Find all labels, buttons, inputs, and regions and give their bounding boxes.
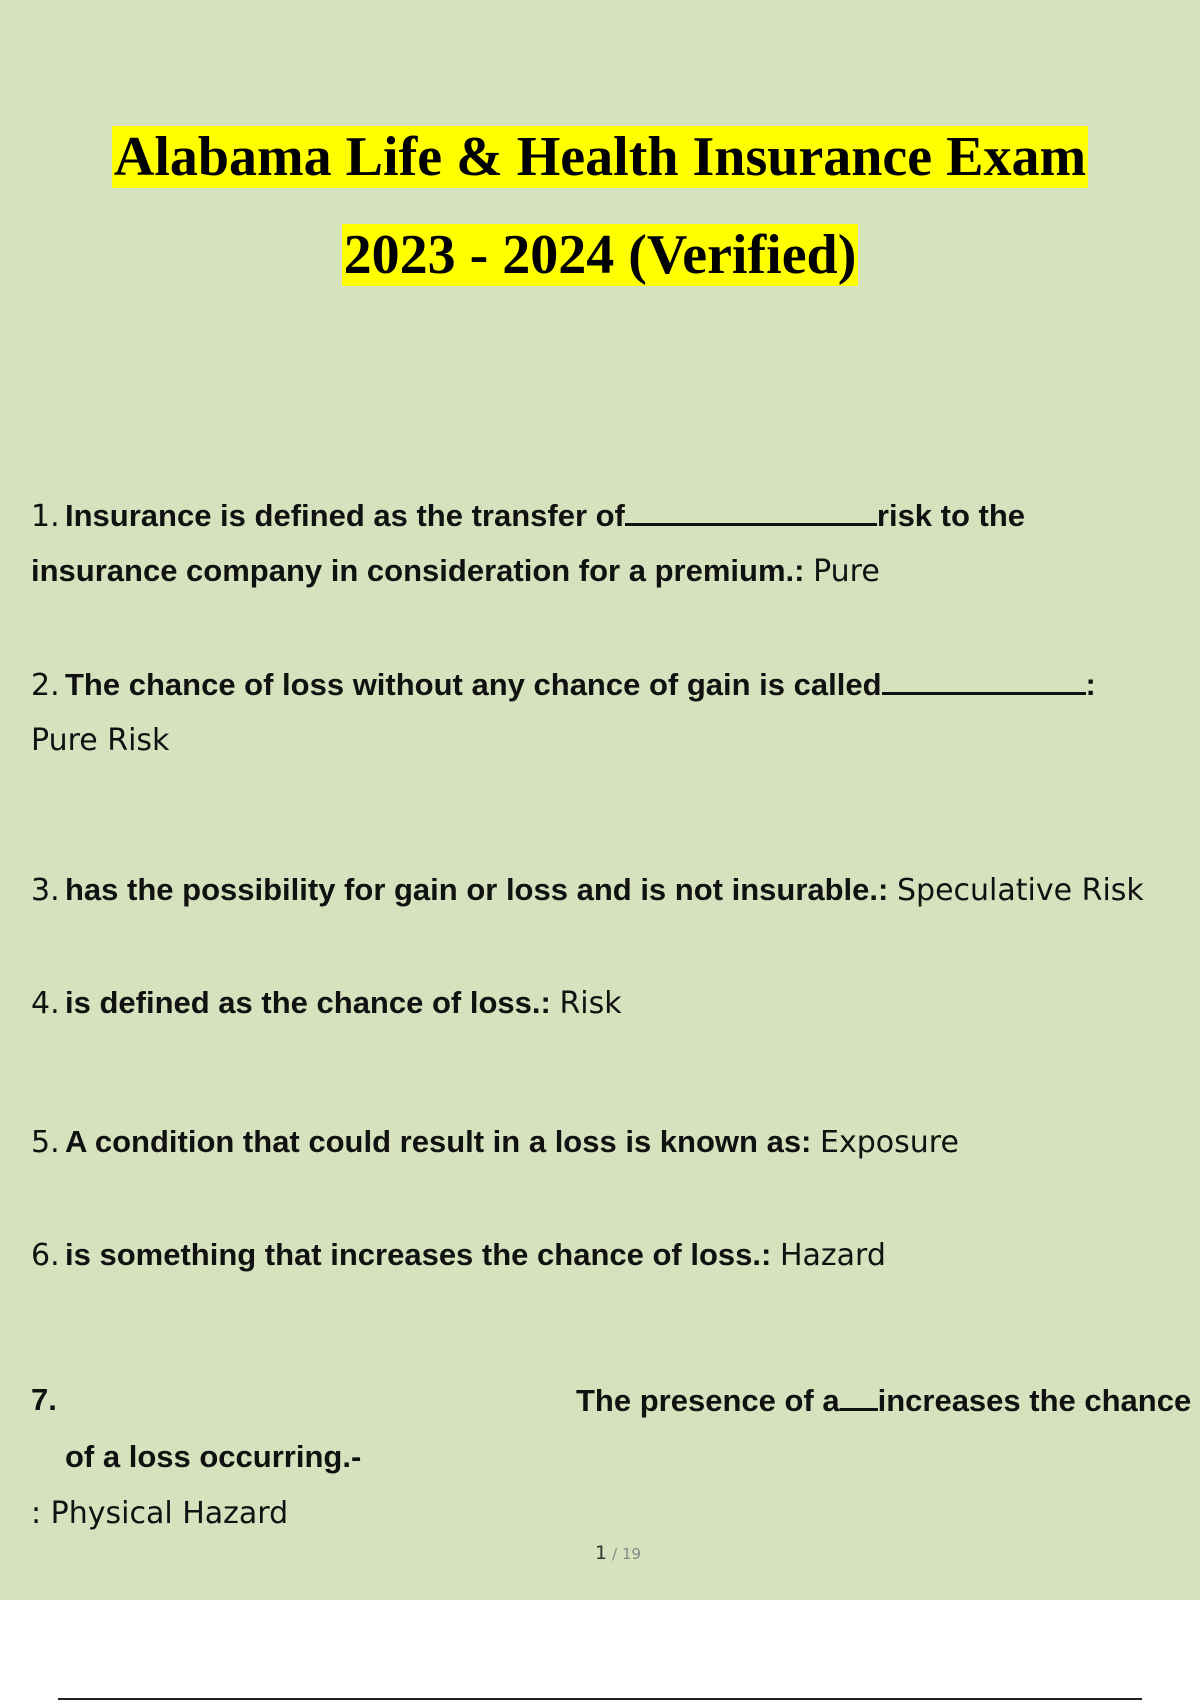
answer-text: Hazard <box>779 1238 886 1273</box>
question-1 <box>31 497 1025 534</box>
question-1-line-2 <box>31 553 880 589</box>
question-text: is something that increases the chance of loss.: <box>65 1237 772 1272</box>
question-text: The chance of loss without any chance of gain is called <box>65 667 882 702</box>
question-text: A condition that could result in a loss is known as: <box>65 1124 812 1159</box>
answer-text: Pure Risk <box>31 723 170 758</box>
question-7-answer <box>31 1495 288 1531</box>
question-text: of a loss occurring.- <box>65 1439 362 1474</box>
question-number: 6. <box>31 1238 60 1273</box>
question-7 <box>31 1382 57 1418</box>
question-5 <box>31 1124 959 1160</box>
question-7-line-2 <box>65 1439 361 1475</box>
question-number: 1. <box>31 499 60 534</box>
answer-text: Exposure <box>820 1125 959 1160</box>
document-title-line-1: Alabama Life & Health Insurance Exam <box>113 126 1087 188</box>
question-text: has the possibility for gain or loss and is not insurable.: <box>65 872 889 907</box>
question-6 <box>31 1237 886 1273</box>
question-3 <box>31 872 1144 908</box>
question-text: The presence of a <box>576 1383 840 1418</box>
fill-in-blank <box>882 666 1086 695</box>
document-title-line-2: 2023 - 2024 (Verified) <box>343 224 857 286</box>
question-number: 3. <box>31 873 60 908</box>
answer-text: Speculative Risk <box>896 873 1144 908</box>
answer-text: Pure <box>813 554 880 589</box>
question-4 <box>31 985 622 1021</box>
question-text: increases the chance <box>877 1383 1192 1418</box>
question-number: 5. <box>31 1125 60 1160</box>
question-number: 7. <box>31 1382 57 1417</box>
answer-text: : Physical Hazard <box>31 1496 289 1531</box>
page-indicator <box>0 1542 1200 1564</box>
fill-in-blank <box>625 497 877 526</box>
question-number: 4. <box>31 986 60 1021</box>
total-pages: / 19 <box>612 1545 642 1563</box>
question-text: is defined as the chance of loss.: <box>65 985 551 1020</box>
question-text: : <box>1085 667 1096 702</box>
question-text: insurance company in consideration for a premium.: <box>31 553 805 588</box>
answer-text: Risk <box>559 986 622 1021</box>
fill-in-blank <box>840 1382 878 1411</box>
current-page: 1 <box>594 1542 608 1564</box>
question-2 <box>31 666 1096 703</box>
question-number: 2. <box>31 668 60 703</box>
question-2-answer <box>31 722 169 758</box>
question-7-text <box>576 1382 1191 1419</box>
question-text: Insurance is defined as the transfer of <box>65 498 625 533</box>
question-text: risk to the <box>876 498 1026 533</box>
